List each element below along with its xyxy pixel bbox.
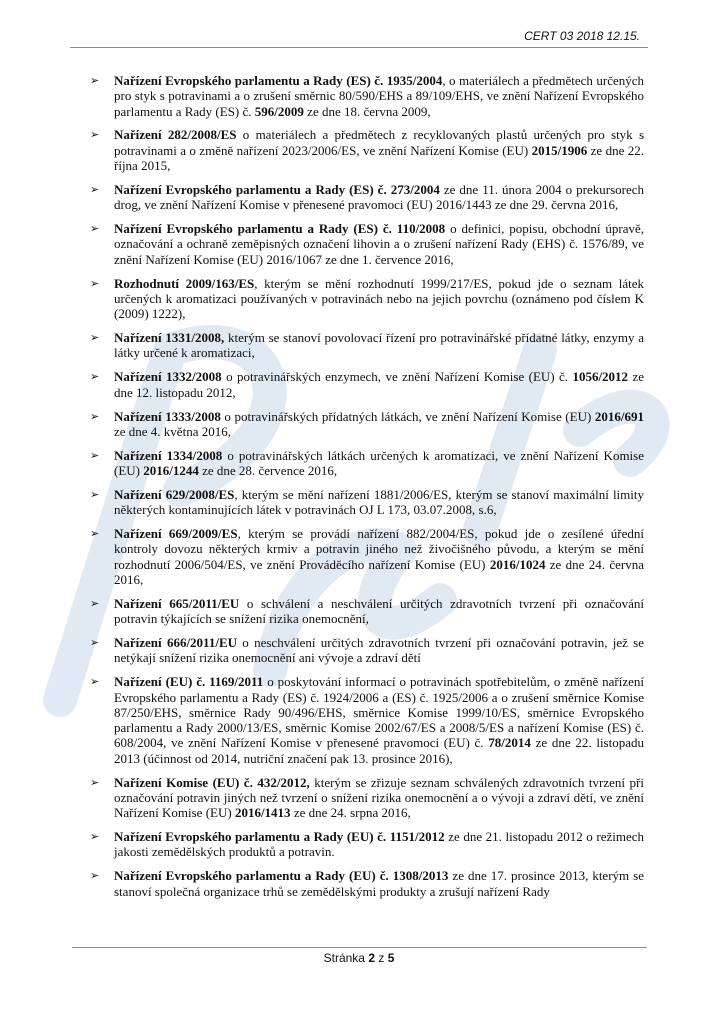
regulation-text: ze dne 21. listopadu 2012 o režimech jakosti zemědělských produktů a potravin. (114, 829, 644, 860)
footer-divider (72, 947, 647, 948)
arrow-bullet-icon: ➢ (90, 331, 100, 345)
list-item (90, 596, 644, 627)
regulation-text: , kterým se provádí nařízení 882/2004/ES, pokud jde o zesílené úřední kontroly dovozu některých krmiv a potravin jiného než živočišného původu, a kterým se mění rozhodnutí 2006/504/ES, ve znění Prováděcího nařízení Komise (EU) (114, 526, 644, 572)
regulation-text: ze dne 28. července 2016, (198, 462, 338, 478)
regulation-reference: Nařízení 1331/2008, (114, 330, 225, 346)
regulation-reference: Nařízení 1334/2008 (114, 447, 223, 463)
regulation-reference: Nařízení Evropského parlamentu a Rady (EU) č. 1308/2013 (114, 868, 449, 884)
regulation-reference: Nařízení (EU) č. 1169/2011 (114, 674, 264, 690)
regulation-text: o poskytování informací o potravinách spotřebitelům, o změně nařízení Evropského parlamentu a Rady (ES) č. 1924/2006 a (ES) č. 1925/2006 a o zrušení směrnice Komise 87/250/EHS, směrnice Rady 90/496/EHS, směrnice Komise 1999/10/ES, směrnice Evropského parlamentu a Rady 2000/13/ES, směrnic Komise 2002/67/ES a 2008/5/ES a nařízení Komise (ES) č. 608/2004, ve znění Nařízení Komise v přenesené pravomoci (EU) č. (114, 674, 644, 751)
regulation-reference: Nařízení 665/2011/EU (114, 595, 240, 611)
regulation-text: ze dne 24. června 2016, (114, 556, 644, 587)
regulation-text: o materiálech a předmětech z recyklovaných plastů určených pro styk s potravinami a o změně nařízení 2023/2006/ES, ve znění Nařízení Komise (EU) (114, 127, 644, 158)
regulation-text: ze dne 18. června 2009, (303, 103, 431, 119)
list-item (90, 127, 644, 173)
regulation-text: o potravinářských přídatných látkách, ve znění Nařízení Komise (EU) (220, 408, 595, 424)
regulation-text: , kterým se mění nařízení 1881/2006/ES, kterým se stanoví maximální limity některých kontaminujících látek v potravinách OJ L 173, 03.07.2008, s.6, (114, 486, 645, 518)
regulation-reference: Nařízení Evropského parlamentu a Rady (ES) č. 1935/2004 (114, 73, 443, 88)
arrow-bullet-icon: ➢ (90, 675, 100, 689)
arrow-bullet-icon: ➢ (90, 370, 100, 384)
regulation-reference: Nařízení 282/2008/ES (114, 127, 237, 143)
arrow-bullet-icon: ➢ (90, 487, 100, 501)
list-item (90, 276, 644, 322)
arrow-bullet-icon: ➢ (90, 830, 100, 844)
regulation-text: ze dne 4. května 2016, (114, 423, 231, 439)
regulation-text: ze dne 22. října 2015, (114, 142, 644, 174)
list-item (90, 635, 644, 666)
arrow-bullet-icon: ➢ (90, 182, 100, 196)
regulation-text: o potravinářských látkách určených k aromatizaci, ve znění Nařízení Komise (EU) (114, 447, 644, 478)
arrow-bullet-icon: ➢ (90, 409, 100, 423)
regulation-text: o schválení a neschválení určitých zdravotních tvrzení při označování potravin týkajících se snížení rizika onemocnění, (114, 595, 644, 627)
list-item (90, 73, 644, 119)
list-item (90, 526, 644, 587)
page-number (0, 951, 718, 965)
regulation-reference: 1056/2012 (572, 369, 629, 385)
arrow-bullet-icon: ➢ (90, 276, 100, 290)
arrow-bullet-icon: ➢ (90, 222, 100, 236)
header-doc-code: CERT 03 2018 12.15. (524, 29, 640, 43)
regulation-text: ze dne 24. srpna 2016, (290, 805, 411, 821)
arrow-bullet-icon: ➢ (90, 128, 100, 142)
list-item (90, 775, 644, 821)
regulations-list (90, 73, 644, 907)
list-item (90, 868, 644, 899)
arrow-bullet-icon: ➢ (90, 74, 100, 87)
regulation-reference: 596/2009 (254, 103, 304, 119)
current-page: 2 (368, 951, 375, 965)
arrow-bullet-icon: ➢ (90, 527, 100, 541)
regulation-text: kterým se stanoví povolovací řízení pro potravinářské přídatné látky, enzymy a látky určené k aromatizaci, (114, 330, 644, 361)
regulation-reference: 2016/1024 (489, 556, 546, 572)
list-item (90, 221, 644, 267)
regulation-reference: Nařízení 1333/2008 (114, 408, 221, 424)
regulation-reference: Nařízení 669/2009/ES (114, 526, 238, 542)
arrow-bullet-icon: ➢ (90, 636, 100, 650)
list-item (90, 330, 644, 361)
arrow-bullet-icon: ➢ (90, 448, 100, 462)
regulation-reference: 2016/691 (594, 408, 644, 424)
regulation-text: ze dne 22. listopadu 2013 (účinnost od 2014, nutriční značení pak 13. prosince 2016), (114, 735, 644, 766)
list-item (90, 369, 644, 400)
list-item (90, 674, 644, 766)
regulation-reference: 2016/1413 (234, 805, 291, 821)
list-item (90, 409, 644, 440)
list-item (90, 829, 644, 860)
regulation-text: ze dne 17. prosince 2013, kterým se stanoví společná organizace trhů se zemědělskými produkty a zrušují nařízení Rady (114, 868, 644, 899)
header-divider (70, 47, 648, 48)
arrow-bullet-icon: ➢ (90, 869, 100, 883)
arrow-bullet-icon: ➢ (90, 596, 100, 610)
regulation-text: kterým se zřizuje seznam schválených zdravotních tvrzení při označování potravin jiných než tvrzení o snížení rizika onemocnění a o vývoji a zdraví dětí, ve znění Nařízení Komise (EU) (114, 774, 644, 821)
regulation-text: o potravinářských enzymech, ve znění Nařízení Komise (EU) č. (221, 369, 573, 385)
regulation-reference: Nařízení Evropského parlamentu a Rady (ES) č. 273/2004 (114, 181, 440, 197)
regulation-text: ze dne 12. listopadu 2012, (114, 369, 644, 400)
regulation-reference: 78/2014 (488, 735, 531, 751)
regulation-text: , o materiálech a předmětech určených pro styk s potravinami a o zrušení směrnic 80/590/EHS a 89/109/EHS, ve znění Nařízení Evropského parlamentu a Rady (ES) č. (114, 73, 645, 119)
list-item (90, 182, 644, 213)
regulation-reference: Nařízení Evropského parlamentu a Rady (EU) č. 1151/2012 (114, 829, 445, 845)
page-label: Stránka (323, 951, 365, 965)
regulation-text: , kterým se mění rozhodnutí 1999/217/ES, pokud jde o seznam látek určených k aromatizaci používaných v potravinách nebo na jejich povrchu (oznámeno pod číslem K (2009) 1222), (114, 275, 644, 322)
regulation-reference: Rozhodnutí 2009/163/ES (114, 275, 255, 291)
regulation-reference: Nařízení 629/2008/ES (114, 486, 235, 502)
regulation-text: ze dne 11. února 2004 o prekursorech drog, ve znění Nařízení Komise v přenesené pravomoci (EU) 2016/1443 ze dne 29. června 2016, (114, 181, 644, 213)
regulation-reference: Nařízení 666/2011/EU (114, 635, 238, 651)
regulation-text: o definici, popisu, obchodní úpravě, označování a ochraně zeměpisných označení lihovin a o zrušení nařízení Rady (EHS) č. 1576/89, ve znění Nařízení Komise (EU) 2016/1067 ze dne 1. července 2016, (114, 221, 644, 267)
regulation-reference: Nařízení Komise (EU) č. 432/2012, (114, 774, 310, 790)
regulation-reference: Nařízení 1332/2008 (114, 369, 222, 385)
regulation-reference: Nařízení Evropského parlamentu a Rady (ES) č. 110/2008 (114, 221, 446, 237)
regulation-reference: 2016/1244 (143, 462, 199, 478)
page-separator: z (378, 951, 385, 965)
total-pages: 5 (387, 951, 395, 965)
list-item (90, 448, 644, 479)
list-item (90, 487, 644, 518)
arrow-bullet-icon: ➢ (90, 775, 100, 789)
regulation-reference: 2015/1906 (531, 142, 588, 158)
regulation-text: o neschválení určitých zdravotních tvrzení při označování potravin, jež se netýkají snížení rizika onemocnění ani vývoje a zdraví dětí (114, 635, 644, 666)
